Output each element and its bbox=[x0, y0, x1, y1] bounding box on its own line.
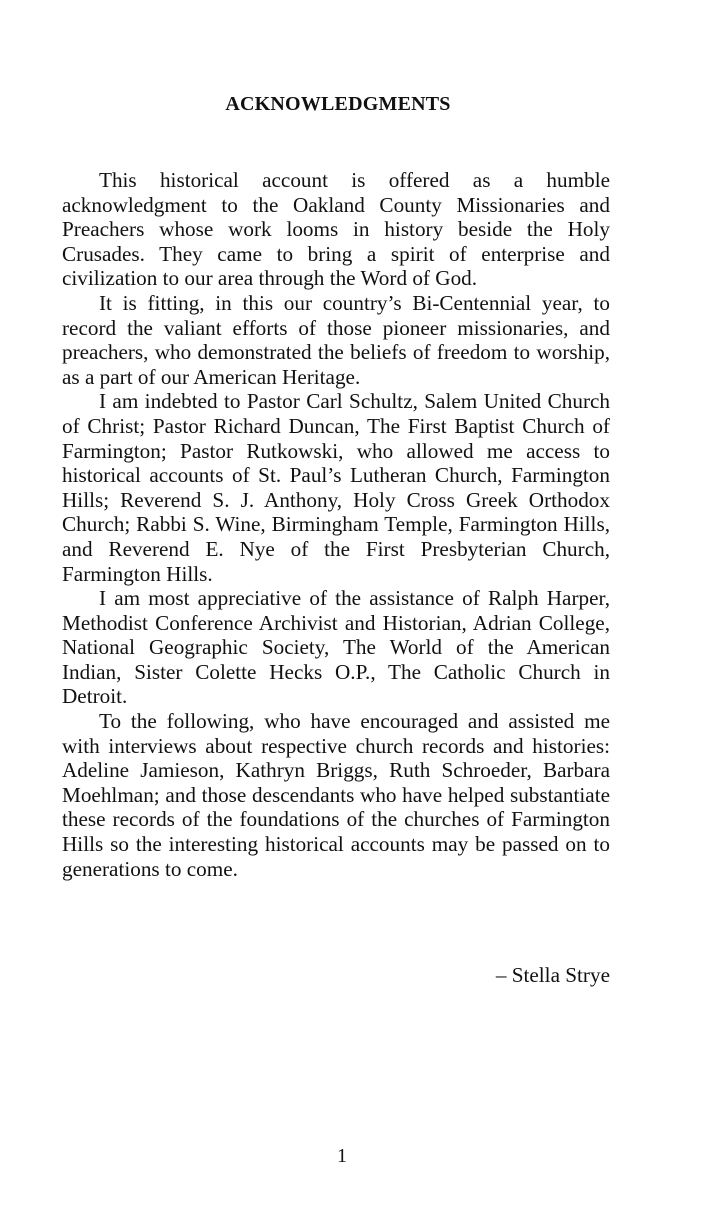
page-title: ACKNOWLEDGMENTS bbox=[225, 93, 451, 115]
paragraph-1: This historical account is offered as a humble acknowledgment to the Oakland County Missionaries and Preachers whose work looms in history beside the Holy Crusades. They came to bring a spirit of enterprise and civilization to our area through the Word of God. bbox=[62, 168, 610, 291]
acknowledgments-body bbox=[62, 168, 610, 881]
paragraph-5: To the following, who have encouraged and assisted me with interviews about respective church records and histories: Adeline Jamieson, Kathryn Briggs, Ruth Schroeder, Barbara Moehlman; and those descendants who have helped substantiate these records of the foundations of the churches of Farmington Hills so the interesting historical accounts may be passed on to generations to come. bbox=[62, 709, 610, 881]
paragraph-2: It is fitting, in this our country’s Bi-Centennial year, to record the valiant efforts of those pioneer missionaries, and preachers, who demonstrated the beliefs of freedom to worship, as a part of our American Heritage. bbox=[62, 290, 610, 389]
paragraph-4: I am most appreciative of the assistance of Ralph Harper, Methodist Conference Archivist and Historian, Adrian College, National Geographic Society, The World of the American Indian, Sister Colette Hecks O.P., The Catholic Church in Detroit. bbox=[62, 586, 610, 709]
page-number: 1 bbox=[337, 1145, 347, 1167]
paragraph-3: I am indebted to Pastor Carl Schultz, Salem United Church of Christ; Pastor Richard Duncan, The First Baptist Church of Farmington; Pastor Rutkowski, who allowed me access to historical accounts of St. Paul’s Lutheran Church, Farmington Hills; Reverend S. J. Anthony, Holy Cross Greek Orthodox Church; Rabbi S. Wine, Birmingham Temple, Farmington Hills, and Reverend E. Nye of the First Presbyterian Church, Farmington Hills. bbox=[62, 389, 610, 586]
author-signature: – Stella Strye bbox=[495, 963, 610, 987]
